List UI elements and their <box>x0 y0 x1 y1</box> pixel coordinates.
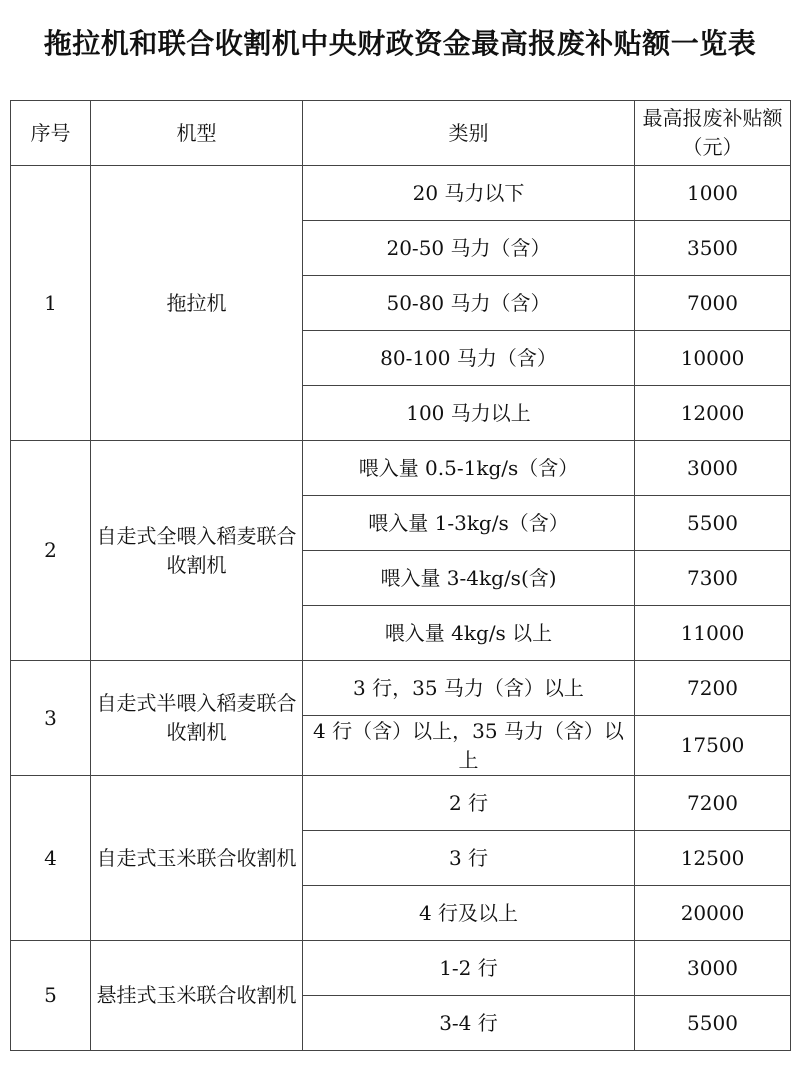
amount-cell: 17500 <box>635 716 791 776</box>
amount-cell: 5500 <box>635 996 791 1051</box>
row-number: 1 <box>11 166 91 441</box>
machine-model: 自走式半喂入稻麦联合收割机 <box>91 661 303 776</box>
table-row <box>11 776 791 831</box>
category-cell: 喂入量 1-3kg/s（含） <box>303 496 635 551</box>
category-cell: 喂入量 0.5-1kg/s（含） <box>303 441 635 496</box>
table-row <box>11 941 791 996</box>
machine-model: 自走式玉米联合收割机 <box>91 776 303 941</box>
header-category: 类别 <box>303 101 635 166</box>
category-cell: 1-2 行 <box>303 941 635 996</box>
header-model: 机型 <box>91 101 303 166</box>
amount-cell: 7200 <box>635 776 791 831</box>
amount-cell: 7000 <box>635 276 791 331</box>
category-cell: 80-100 马力（含） <box>303 331 635 386</box>
category-cell: 4 行及以上 <box>303 886 635 941</box>
machine-model: 悬挂式玉米联合收割机 <box>91 941 303 1051</box>
category-cell: 100 马力以上 <box>303 386 635 441</box>
machine-model: 自走式全喂入稻麦联合收割机 <box>91 441 303 661</box>
category-cell: 4 行（含）以上，35 马力（含）以上 <box>303 716 635 776</box>
table-body <box>11 166 791 1051</box>
row-number: 3 <box>11 661 91 776</box>
category-cell: 20 马力以下 <box>303 166 635 221</box>
amount-cell: 3500 <box>635 221 791 276</box>
amount-cell: 11000 <box>635 606 791 661</box>
category-cell: 20-50 马力（含） <box>303 221 635 276</box>
amount-cell: 10000 <box>635 331 791 386</box>
category-cell: 3-4 行 <box>303 996 635 1051</box>
table-header-row <box>11 101 791 166</box>
category-cell: 3 行 <box>303 831 635 886</box>
document-title: 拖拉机和联合收割机中央财政资金最高报废补贴额一览表 <box>43 27 757 60</box>
table-row <box>11 661 791 716</box>
amount-cell: 20000 <box>635 886 791 941</box>
amount-cell: 12500 <box>635 831 791 886</box>
amount-cell: 7200 <box>635 661 791 716</box>
header-no: 序号 <box>11 101 91 166</box>
category-cell: 3 行，35 马力（含）以上 <box>303 661 635 716</box>
subsidy-table <box>10 100 791 1051</box>
amount-cell: 1000 <box>635 166 791 221</box>
category-cell: 2 行 <box>303 776 635 831</box>
amount-cell: 3000 <box>635 441 791 496</box>
amount-cell: 12000 <box>635 386 791 441</box>
row-number: 2 <box>11 441 91 661</box>
table-row <box>11 166 791 221</box>
header-amount: 最高报废补贴额（元） <box>635 101 791 166</box>
amount-cell: 7300 <box>635 551 791 606</box>
category-cell: 喂入量 4kg/s 以上 <box>303 606 635 661</box>
category-cell: 喂入量 3-4kg/s(含) <box>303 551 635 606</box>
machine-model: 拖拉机 <box>91 166 303 441</box>
amount-cell: 3000 <box>635 941 791 996</box>
table-row <box>11 441 791 496</box>
row-number: 5 <box>11 941 91 1051</box>
category-cell: 50-80 马力（含） <box>303 276 635 331</box>
amount-cell: 5500 <box>635 496 791 551</box>
row-number: 4 <box>11 776 91 941</box>
